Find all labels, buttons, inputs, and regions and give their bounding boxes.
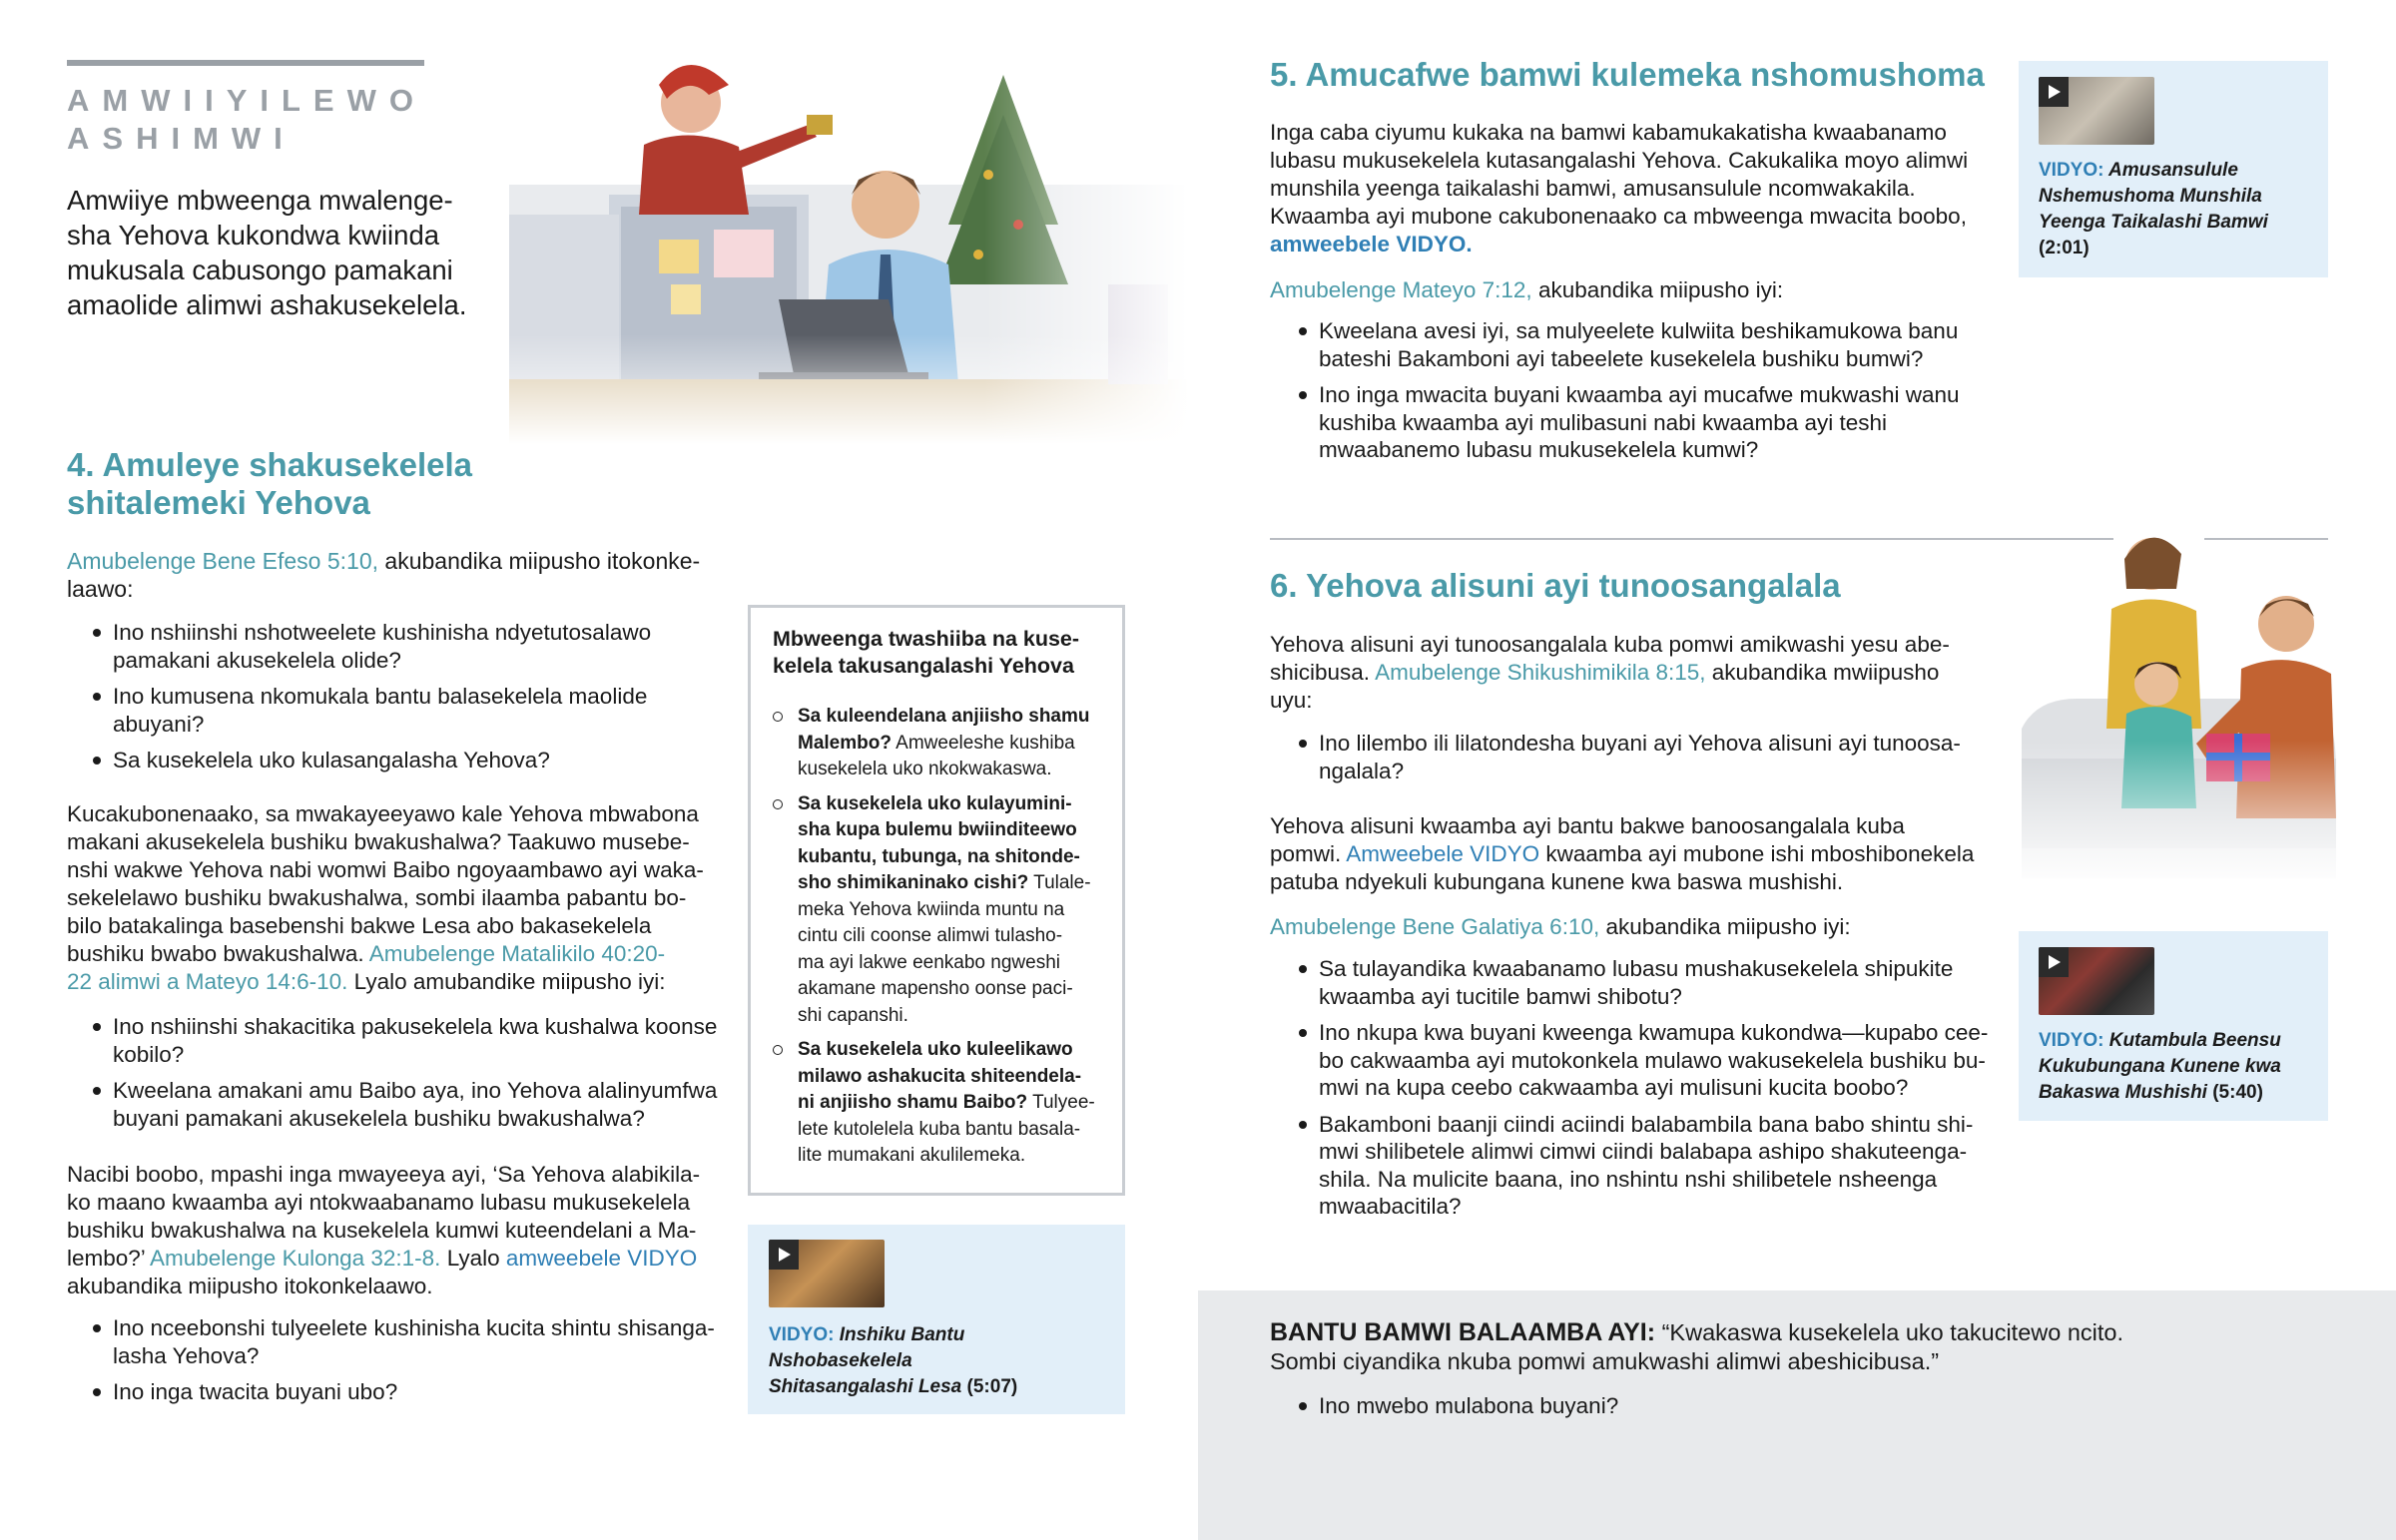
list-item: Kweelana avesi iyi, sa mulyeelete kulwiita beshikamukowa banu bateshi Bakamboni ayi tabeelete kusekelela bushiku bumwi? (1273, 317, 2012, 372)
list-item: Sa kusekelela uko kulayumini- sha kupa bulemu bwiinditeewo kubantu, tubunga, na shitonde- sho shimikaninako cishi? Tulale- meka Yehova kwiinda muntu na cintu cili coonse alimwi tulasho- ma ayi lakwe eenkabo ngweshi akamane mapensho oonse paci- shi capanshi. (773, 791, 1112, 1030)
watch-video-link[interactable]: Amweebele VIDYO (1346, 841, 1540, 866)
section4-title: 4. Amuleye shakusekelela shitalemeki Yehova (67, 446, 473, 521)
section-divider (1270, 538, 2113, 540)
office-party-illustration (509, 55, 1188, 444)
video-box-inshiku[interactable] (748, 1225, 1125, 1414)
footer-question (1273, 1392, 2171, 1429)
list-item: Ino nkupa kwa buyani kweenga kwamupa kukondwa—kupabo cee- bo cakwaamba ayi mutokonkela mulawo wakusekelela bushiku bu- mwi na kupa ceebo cakwaamba ayi mulisuni kucita boobo? (1273, 1019, 1992, 1102)
section5-questions (1273, 317, 2012, 473)
sidebar-list (773, 704, 1112, 1170)
section4-intro: Amubelenge Bene Efeso 5:10, akubandika miipusho itokonke- laawo: (67, 548, 701, 602)
watch-video-link[interactable]: amweebele VIDYO. (1270, 232, 1473, 257)
section4-paragraph-2: Kucakubonenaako, sa mwakayeeyawo kale Yehova mbwabona makani akusekelela bushiku bwakushalwa? Taakuwo musebe- nshi wakwe Yehova nabi womwi Baibo ngoyaambawo ayi waka- sekelelawo bushiku bwakushalwa, sombi ilaamba pabantu bo- bilo batakalinga basebenshi bakwe Lesa abo bakasekelela bushiku bwabo bwakushalwa. Amubelenge Matalikilo 40:20- 22 alimwi a Mateyo 14:6-10. Lyalo amubandike miipusho iyi: (67, 801, 704, 994)
section6-questions-2 (1273, 955, 1992, 1230)
footer-quote: BANTU BAMWI BALAAMBA AYI: “Kwakaswa kusekelela uko takucitewo ncito. Sombi ciyandika nkuba pomwi amukwashi alimwi abeshicibusa.” (1270, 1318, 2123, 1374)
scripture-ref-shikushimikila[interactable]: Amubelenge Shikushimikila 8:15, (1375, 660, 1706, 685)
header-summary: Amwiiye mbweenga mwalenge- sha Yehova kukondwa kwiinda mukusala cabusongo pamakani amaolide alimwi ashakusekelela. (67, 185, 467, 320)
scripture-ref-matalikilo[interactable]: Amubelenge Matalikilo 40:20- (368, 941, 666, 966)
section5-ref: Amubelenge Mateyo 7:12, akubandika miipusho iyi: (1270, 277, 1784, 302)
list-item: Sa kusekelela uko kulasangalasha Yehova? (67, 747, 716, 774)
play-icon[interactable] (2039, 947, 2069, 977)
scripture-ref-mateyo-7[interactable]: Amubelenge Mateyo 7:12, (1270, 277, 1532, 302)
video-box-kutambula[interactable] (2019, 931, 2328, 1121)
section4-questions-1 (67, 619, 716, 783)
list-item: Sa tulayandika kwaabanamo lubasu mushakusekelela shipukite kwaamba ayi tucitile bamwi shibotu? (1273, 955, 1992, 1010)
family-gift-illustration (2017, 519, 2336, 888)
sidebar-box (748, 605, 1125, 1196)
section6-paragraph-1: Yehova alisuni ayi tunoosangalala kuba pomwi amikwashi yesu abe- shicibusa. Amubelenge Shikushimikila 8:15, akubandika mwiipusho uyu: (1270, 632, 1950, 713)
list-item: Ino nshiinshi shakacitika pakusekelela kwa kushalwa koonse kobilo? (67, 1013, 726, 1068)
list-item: Sa kusekelela uko kuleelikawo milawo ashakucita shiteendela- ni anjiisho shamu Baibo? Tulyee- lete kutolelela kuba bantu basala- lite mumakani akulilemeka. (773, 1037, 1112, 1170)
watch-video-link[interactable]: amweebele VIDYO (505, 1246, 698, 1271)
list-item: Ino inga mwacita buyani kwaamba ayi mucafwe mukwashi wanu kushiba kwaamba ayi mulibasuni nabi kwaamba ayi teshi mwaabanemo lubasu mukusekelela kumwi? (1273, 381, 2012, 464)
list-item: Sa kuleendelana anjiisho shamu Malembo? Amweeleshe kushiba kusekelela uko nkokwakaswa. (773, 704, 1112, 783)
section5-paragraph: Inga caba ciyumu kukaka na bamwi kabamukakatisha kwaabanamo lubasu mukusekelela kutasangalashi Yehova. Cakukalika moyo alimwi munshila yeenga taikalashi bamwi, amusansulule ncomwakakila. Kwaamba ayi mubone cakubonenaako ca mbweenga mwacita boobo, amweebele VIDYO. (1270, 120, 1969, 257)
video-thumbnail[interactable] (2039, 77, 2154, 145)
scripture-ref-mateyo[interactable]: 22 alimwi a Mateyo 14:6-10. (67, 969, 348, 994)
section-kicker: AMWIIYILEWO ASHIMWI (67, 83, 426, 156)
sidebar-title: Mbweenga twashiiba na kuse- kelela takusangalashi Yehova (773, 627, 1080, 678)
video-caption: VIDYO: Inshiku Bantu Nshobasekelela Shitasangalashi Lesa (5:07) (769, 1324, 1018, 1397)
section4-paragraph-3: Nacibi boobo, mpashi inga mwayeeya ayi, ‘Sa Yehova alabikila- ko maano kwaamba ayi ntokwaabanamo lubasu mukusekelela bushiku bwakushalwa na kusekelela kumwi kuteendelani a Ma- lembo?’ Amubelenge Kulonga 32:1-8. Lyalo amweebele VIDYO akubandika miipusho itokonkelaawo. (67, 1162, 701, 1298)
section4-questions-2 (67, 1013, 726, 1141)
list-item: Ino inga twacita buyani ubo? (67, 1378, 726, 1406)
section4-questions-3 (67, 1314, 726, 1415)
play-icon[interactable] (2039, 77, 2069, 107)
list-item: Bakamboni baanji ciindi aciindi balabambila bana babo shintu shi- mwi shilibetele alimwi cimwi ciindi balabapa ashipo shakuteenga- shila. Na mulicite baana, ino nshintu nshi shilibetele nsheenga mwaabacitila? (1273, 1111, 1992, 1221)
list-item: Ino nceebonshi tulyeelete kushinisha kucita shintu shisanga- lasha Yehova? (67, 1314, 726, 1369)
video-thumbnail[interactable] (2039, 947, 2154, 1015)
video-caption: VIDYO: Kutambula Beensu Kukubungana Kunene kwa Bakaswa Mushishi (5:40) (2039, 1030, 2281, 1103)
section6-title: 6. Yehova alisuni ayi tunoosangalala (1270, 567, 1841, 604)
section6-ref-2: Amubelenge Bene Galatiya 6:10, akubandika miipusho iyi: (1270, 914, 1851, 939)
section5-title: 5. Amucafwe bamwi kulemeka nshomushoma (1270, 56, 1985, 93)
scripture-ref-kulonga[interactable]: Amubelenge Kulonga 32:1-8. (149, 1246, 441, 1271)
section6-question-1 (1273, 730, 1992, 793)
video-thumbnail[interactable] (769, 1240, 885, 1307)
section6-paragraph-2: Yehova alisuni kwaamba ayi bantu bakwe banoosangalala kuba pomwi. Amweebele VIDYO kwaamba ayi mubone ishi mboshibonekela patuba ndyekuli kubungana kunene kwa baswa mushishi. (1270, 813, 1975, 894)
list-item: Ino mwebo mulabona buyani? (1273, 1392, 2171, 1420)
video-box-amusansulule[interactable] (2019, 61, 2328, 277)
scripture-ref-galatiya[interactable]: Amubelenge Bene Galatiya 6:10, (1270, 914, 1600, 939)
list-item: Ino lilembo ili lilatondesha buyani ayi Yehova alisuni ayi tunoosa- ngalala? (1273, 730, 1992, 784)
scripture-ref-efeso[interactable]: Amubelenge Bene Efeso 5:10, (67, 548, 379, 574)
footer-panel (1198, 1290, 2396, 1540)
list-item: Kweelana amakani amu Baibo aya, ino Yehova alalinyumfwa buyani pamakani akusekelela bushiku bwakushalwa? (67, 1077, 726, 1132)
video-caption: VIDYO: Amusansulule Nshemushoma Munshila Yeenga Taikalashi Bamwi (2:01) (2039, 160, 2268, 258)
play-icon[interactable] (769, 1240, 799, 1270)
list-item: Ino nshiinshi nshotweelete kushinisha ndyetutosalawo pamakani akusekelela olide? (67, 619, 716, 674)
header-rule (67, 60, 424, 66)
list-item: Ino kumusena nkomukala bantu balasekelela maolide abuyani? (67, 683, 716, 738)
